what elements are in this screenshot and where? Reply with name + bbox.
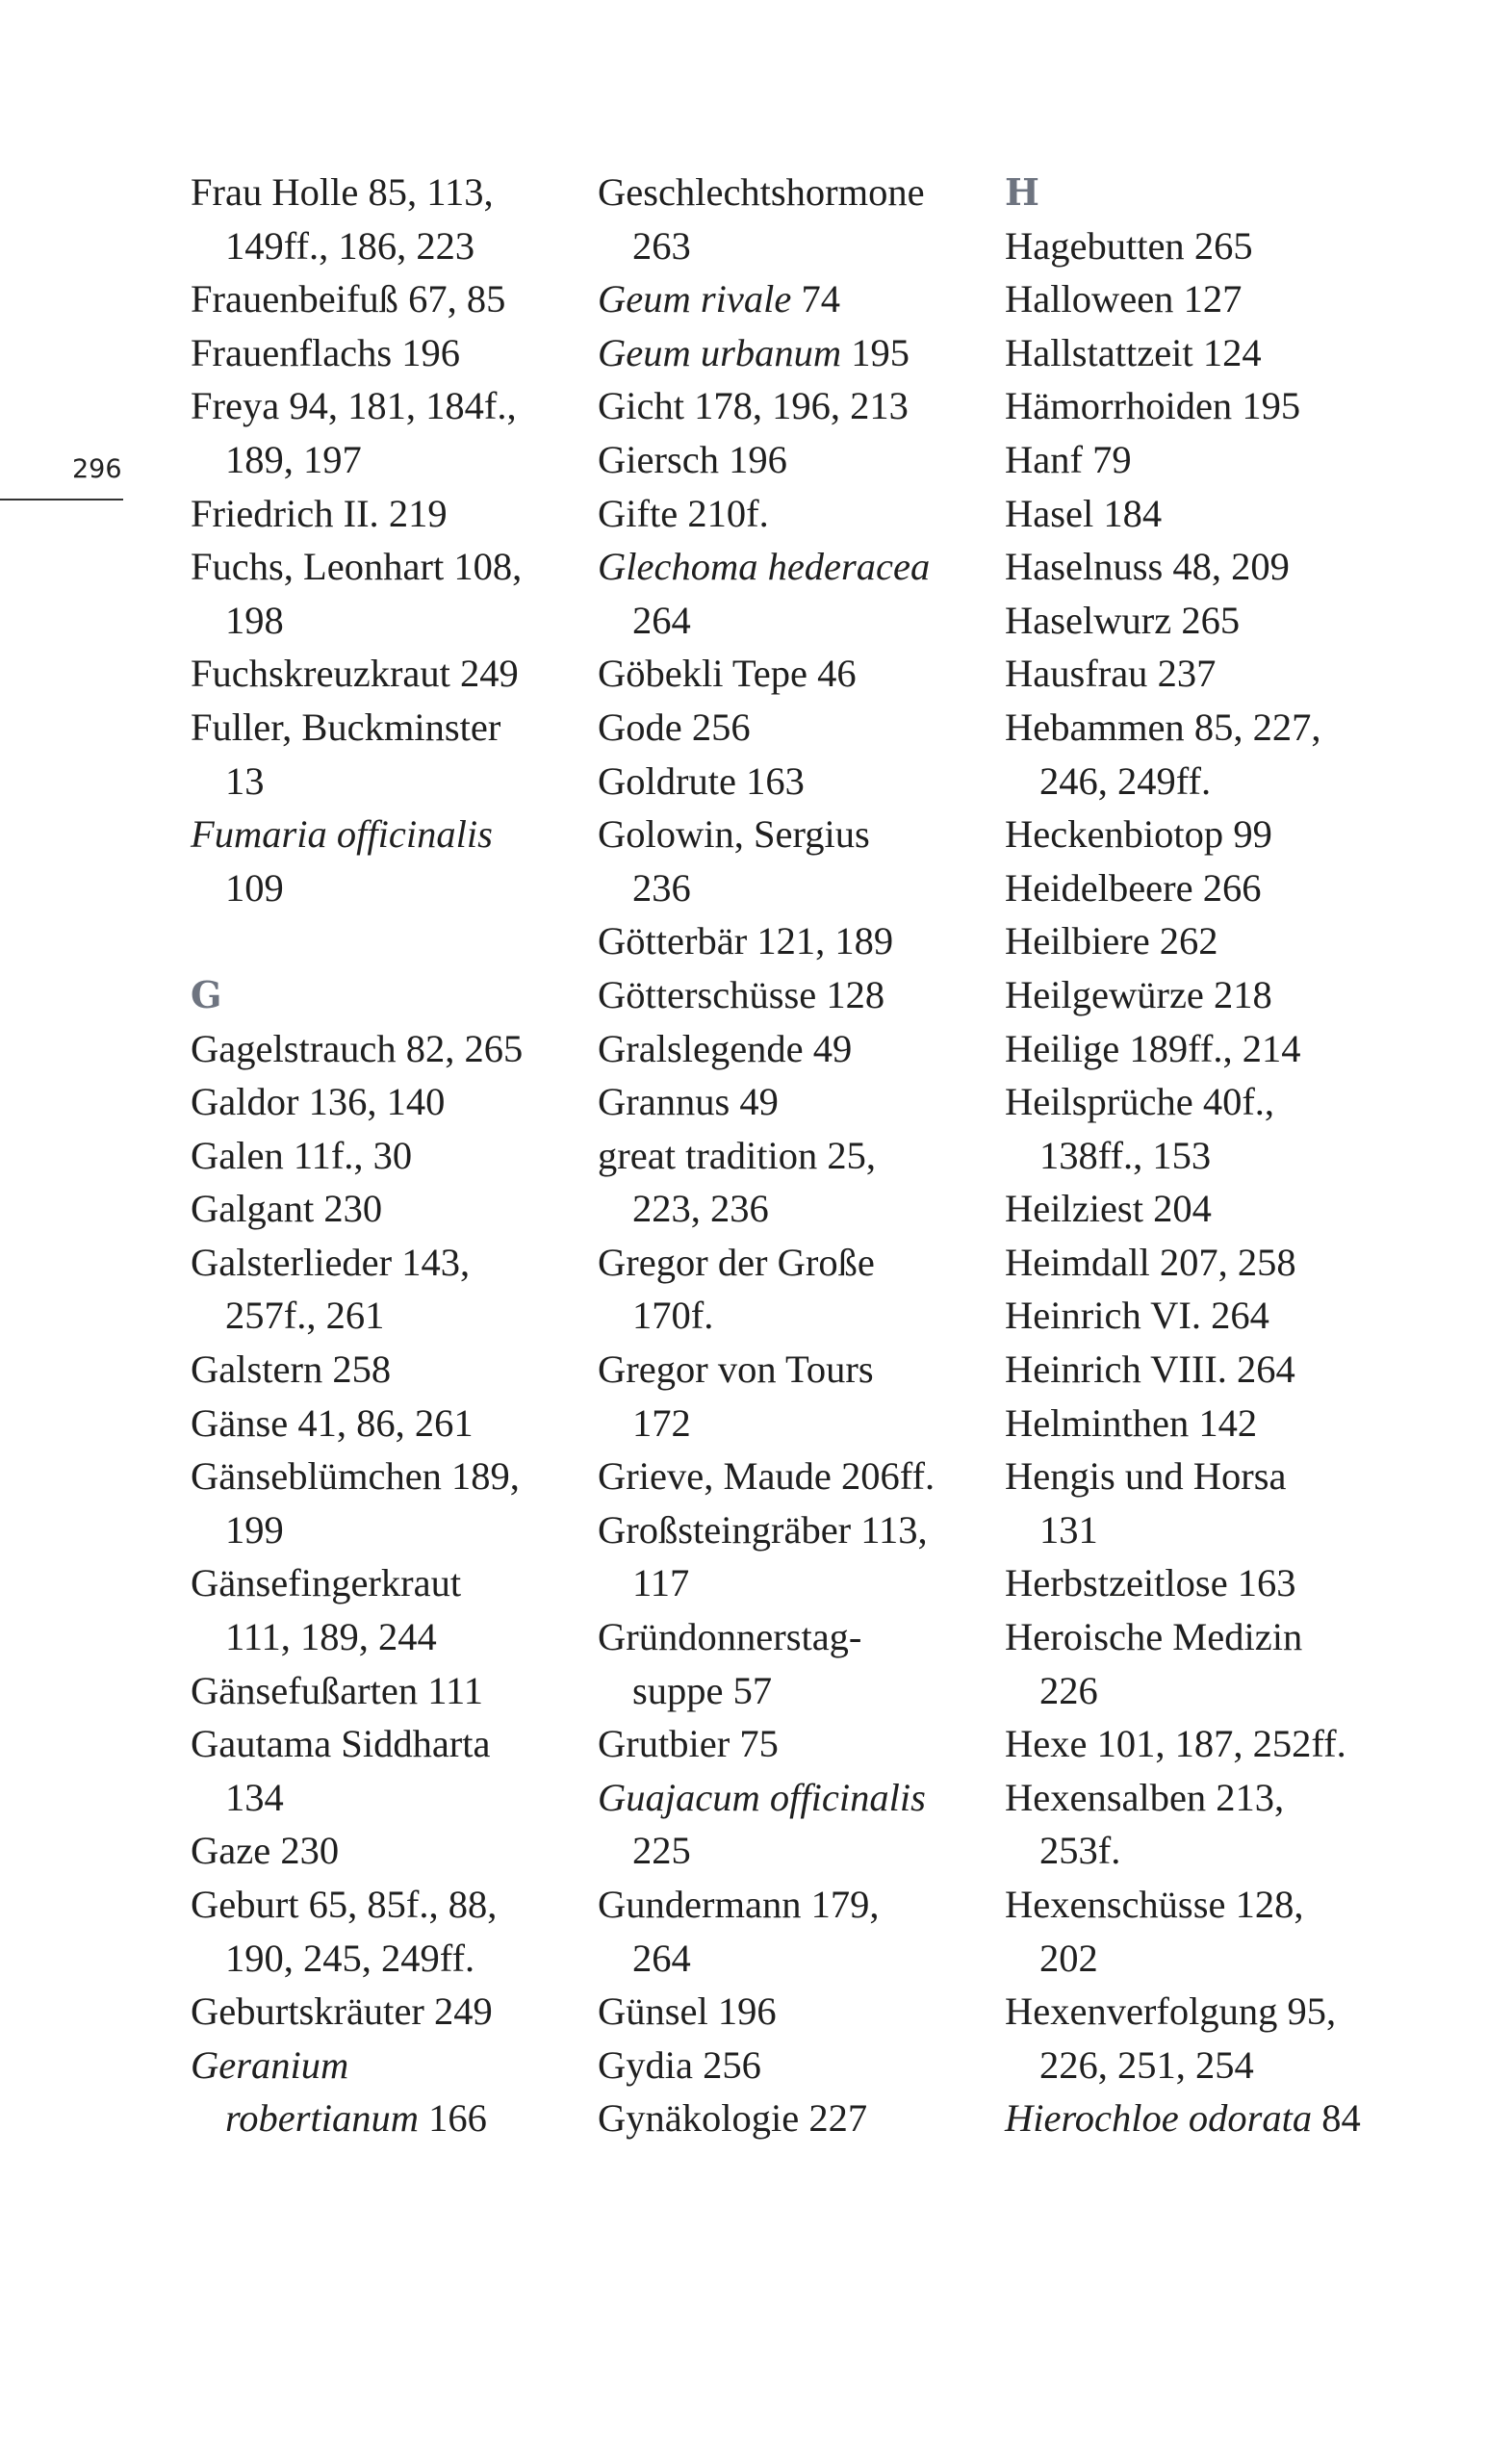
index-entry xyxy=(1005,808,1409,861)
page-refs: 49 xyxy=(730,1080,779,1124)
index-term: Günsel xyxy=(598,1989,708,2034)
page-refs: 264 xyxy=(1226,1348,1295,1392)
page-refs: 163 xyxy=(735,758,805,803)
index-entry xyxy=(598,1717,1002,1771)
page-refs-continuation: 264 xyxy=(632,598,691,642)
page-refs-continuation: 134 xyxy=(225,1775,284,1819)
page-refs: 213, xyxy=(1206,1775,1285,1819)
index-term: Heimdall xyxy=(1005,1240,1150,1284)
page-refs: 178, 196, 213 xyxy=(683,384,909,428)
page-refs: 85, 227, xyxy=(1184,705,1321,749)
index-term: Fuller, Buckminster xyxy=(191,705,501,749)
page-refs: 48, 209 xyxy=(1163,545,1290,589)
index-term: Gänsefingerkraut xyxy=(191,1561,462,1605)
index-entry xyxy=(191,808,595,914)
page-refs: 219 xyxy=(378,491,448,535)
index-entry xyxy=(598,755,1002,808)
page-refs: 218 xyxy=(1203,972,1272,1016)
page-refs-continuation: 226, 251, 254 xyxy=(1039,2042,1254,2087)
index-term: Heidelbeere xyxy=(1005,865,1193,910)
page-refs-continuation: 111, 189, 244 xyxy=(225,1615,437,1659)
index-entry xyxy=(191,272,595,326)
page-refs: 142 xyxy=(1189,1400,1258,1445)
page-refs-continuation: 138ff., 153 xyxy=(1039,1133,1212,1177)
page-refs: 210f. xyxy=(678,491,769,535)
index-entry xyxy=(1005,1717,1409,1771)
index-entry xyxy=(1005,1610,1409,1717)
index-entry xyxy=(598,968,1002,1022)
page-refs-continuation: 13 xyxy=(225,758,265,803)
index-entry xyxy=(191,2039,595,2145)
index-entry xyxy=(598,433,1002,487)
index-term: Heilbiere xyxy=(1005,919,1150,963)
page-refs: 262 xyxy=(1149,919,1218,963)
page-refs-continuation: 198 xyxy=(225,598,284,642)
index-entry xyxy=(1005,1022,1409,1076)
index-entry xyxy=(1005,647,1409,701)
index-term: Fumaria officinalis xyxy=(191,812,493,857)
index-entry xyxy=(191,487,595,541)
index-term: Hallstattzeit xyxy=(1005,330,1193,374)
index-entry xyxy=(1005,1236,1409,1290)
index-entry xyxy=(191,1664,595,1718)
page-refs: 204 xyxy=(1142,1187,1212,1231)
index-entry xyxy=(598,2092,1002,2145)
index-term: Heilige xyxy=(1005,1026,1120,1070)
page-refs: 195 xyxy=(841,330,910,374)
index-term: Gifte xyxy=(598,491,679,535)
index-entry xyxy=(1005,968,1409,1022)
section-letter: G xyxy=(191,972,223,1016)
page-refs: 266 xyxy=(1192,865,1262,910)
index-entry xyxy=(191,379,595,486)
page-refs: 256 xyxy=(681,705,751,749)
index-entry xyxy=(598,379,1002,433)
index-entry xyxy=(1005,219,1409,273)
page-refs: 128, xyxy=(1225,1883,1304,1926)
page-refs: 265 xyxy=(1171,598,1241,642)
index-entry xyxy=(598,1343,1002,1450)
index-term: Hasel xyxy=(1005,491,1094,535)
page-refs: 230 xyxy=(314,1187,383,1231)
page-refs: 163 xyxy=(1227,1561,1296,1605)
index-term: Haselnuss xyxy=(1005,545,1164,589)
index-term: Geum urbanum xyxy=(598,330,842,374)
index-term: Gregor von Tours xyxy=(598,1348,874,1392)
index-entry xyxy=(191,1717,595,1824)
index-entry xyxy=(1005,379,1409,433)
index-term: Gänseblümchen xyxy=(191,1454,442,1499)
index-term: Geum rivale xyxy=(598,277,792,321)
index-entry xyxy=(1005,487,1409,541)
index-term: Gralslegende xyxy=(598,1026,804,1070)
page-refs-continuation: 189, 197 xyxy=(225,437,362,481)
index-term: Hexe xyxy=(1005,1722,1088,1766)
page-refs-continuation: 257f., 261 xyxy=(225,1294,385,1338)
index-term: Hagebutten xyxy=(1005,223,1185,268)
page-refs: 179, xyxy=(801,1883,880,1926)
index-term: Fuchskreuzkraut xyxy=(191,652,450,696)
page-refs: 206ff. xyxy=(831,1454,935,1499)
page-refs: 82, 265 xyxy=(396,1026,524,1070)
page-refs-continuation: 117 xyxy=(632,1561,690,1605)
index-entry xyxy=(598,326,1002,380)
index-term: Galgant xyxy=(191,1187,315,1231)
index-term: Geburtskräuter xyxy=(191,1989,424,2034)
page-refs-continuation: 109 xyxy=(225,865,284,910)
page-refs: 256 xyxy=(692,2042,761,2087)
index-term: Galsterlieder xyxy=(191,1240,393,1284)
page-refs-continuation: 131 xyxy=(1039,1507,1098,1552)
page-refs: 196 xyxy=(707,1989,777,2034)
index-entry xyxy=(191,166,595,272)
index-entry xyxy=(1005,1075,1409,1182)
page-refs: 41, 86, 261 xyxy=(288,1400,474,1445)
index-term: Geranium xyxy=(191,2042,349,2087)
page-refs: 121, 189 xyxy=(747,919,894,963)
index-column-1 xyxy=(191,166,595,2145)
index-entry xyxy=(191,701,595,808)
index-entry xyxy=(191,1182,595,1236)
index-term: Gicht xyxy=(598,384,684,428)
index-entry xyxy=(1005,1343,1409,1397)
index-entry xyxy=(1005,1985,1409,2092)
page-refs: 79 xyxy=(1082,437,1132,481)
page-refs: 249 xyxy=(423,1989,493,2034)
page-refs-continuation: 190, 245, 249ff. xyxy=(225,1936,475,1980)
index-entry xyxy=(191,647,595,701)
index-entry xyxy=(598,1022,1002,1076)
index-entry xyxy=(1005,861,1409,915)
index-term: Heckenbiotop xyxy=(1005,812,1224,857)
page-refs: 85, 113, xyxy=(358,170,494,214)
index-term: Hämorrhoiden xyxy=(1005,384,1233,428)
index-entry xyxy=(1005,2092,1409,2145)
index-entry xyxy=(191,1878,595,1985)
index-term: Giersch xyxy=(598,437,719,481)
page-refs: 249 xyxy=(449,652,519,696)
index-term: Göbekli Tepe xyxy=(598,652,807,696)
index-term: Frauenbeifuß xyxy=(191,277,398,321)
index-term: Hengis und Horsa xyxy=(1005,1454,1287,1499)
index-term: great tradition xyxy=(598,1133,818,1177)
index-term: Hanf xyxy=(1005,437,1083,481)
index-term: Großsteingräber xyxy=(598,1507,852,1552)
index-term: Herbstzeitlose xyxy=(1005,1561,1228,1605)
index-entry xyxy=(598,2039,1002,2092)
index-term: Gaze xyxy=(191,1829,271,1873)
page-refs: 65, 85f., 88, xyxy=(298,1883,498,1926)
index-term: Gynäkologie xyxy=(598,2096,800,2141)
index-term: Hexensalben xyxy=(1005,1775,1207,1819)
index-entry xyxy=(191,326,595,380)
page-refs-continuation: 199 xyxy=(225,1507,284,1552)
page-refs: 101, 187, 252ff. xyxy=(1087,1722,1346,1766)
index-entry xyxy=(598,808,1002,914)
page-refs: 265 xyxy=(1184,223,1253,268)
index-term: Grieve, Maude xyxy=(598,1454,832,1499)
index-term: Grutbier xyxy=(598,1722,730,1766)
index-entry xyxy=(598,914,1002,968)
index-term: Galstern xyxy=(191,1348,323,1392)
index-entry xyxy=(598,1129,1002,1236)
page-refs-continuation: 236 xyxy=(632,865,691,910)
index-entry xyxy=(598,272,1002,326)
index-term: Goldrute xyxy=(598,758,736,803)
index-entry xyxy=(598,1610,1002,1717)
index-term: Heinrich VIII. xyxy=(1005,1348,1227,1392)
index-entry xyxy=(598,166,1002,272)
index-entry xyxy=(1005,594,1409,648)
index-entry xyxy=(1005,1397,1409,1450)
section-gap xyxy=(191,914,595,968)
page-refs: 136, 140 xyxy=(298,1080,446,1124)
page-refs-continuation: 226 xyxy=(1039,1668,1098,1712)
index-term: Heilgewürze xyxy=(1005,972,1204,1016)
index-term: Hausfrau xyxy=(1005,652,1148,696)
page-refs: 84 xyxy=(1312,2096,1361,2141)
index-term: Golowin, Sergius xyxy=(598,812,870,857)
index-term: Hexenschüsse xyxy=(1005,1883,1226,1926)
index-entry xyxy=(1005,433,1409,487)
index-entry xyxy=(1005,1878,1409,1985)
page-refs: 67, 85 xyxy=(397,277,506,321)
index-term: Heilsprüche xyxy=(1005,1080,1193,1124)
index-entry xyxy=(598,701,1002,755)
index-entry xyxy=(598,540,1002,647)
index-entry xyxy=(191,1022,595,1076)
index-entry xyxy=(1005,1450,1409,1556)
index-entry xyxy=(598,1075,1002,1129)
index-entry xyxy=(191,1236,595,1343)
page-refs: 11f., 30 xyxy=(283,1133,413,1177)
index-term: Gagelstrauch xyxy=(191,1026,397,1070)
page-refs: 40f., xyxy=(1192,1080,1275,1124)
index-entry xyxy=(191,540,595,647)
index-entry xyxy=(191,1075,595,1129)
index-term: Guajacum officinalis xyxy=(598,1775,926,1819)
page-number: 296 xyxy=(72,454,122,484)
index-entry xyxy=(598,647,1002,701)
index-entry xyxy=(1005,701,1409,808)
index-entry xyxy=(598,1503,1002,1610)
page-refs: 95, xyxy=(1277,1989,1337,2034)
index-entry xyxy=(598,1236,1002,1343)
page-refs: 230 xyxy=(270,1829,340,1873)
index-entry xyxy=(191,1129,595,1183)
index-entry xyxy=(598,487,1002,541)
page-refs: 195 xyxy=(1232,384,1301,428)
page-refs: 196 xyxy=(392,330,461,374)
page-refs-continuation: 246, 249ff. xyxy=(1039,758,1212,803)
index-term: Geschlechtshormone xyxy=(598,170,925,214)
page-refs: 75 xyxy=(730,1722,779,1766)
index-term: Freya xyxy=(191,384,280,428)
index-entry xyxy=(1005,326,1409,380)
index-term: Gänse xyxy=(191,1400,289,1445)
index-column-3 xyxy=(1005,166,1409,2145)
index-entry xyxy=(191,1343,595,1397)
page-refs: 189, xyxy=(441,1454,520,1499)
index-term: Hexenverfolgung xyxy=(1005,1989,1278,2034)
page-refs: 196 xyxy=(718,437,787,481)
page-refs-continuation: 149ff., 186, 223 xyxy=(225,223,475,268)
page-refs: 94, 181, 184f., xyxy=(279,384,517,428)
page-refs: 184 xyxy=(1093,491,1163,535)
page-refs-continuation: 170f. xyxy=(632,1294,714,1338)
index-term: Fuchs, Leonhart xyxy=(191,545,445,589)
index-entry xyxy=(598,1878,1002,1985)
index-term: Galdor xyxy=(191,1080,299,1124)
index-entry xyxy=(598,1771,1002,1878)
margin-rule xyxy=(0,499,123,500)
index-entry xyxy=(191,1556,595,1663)
page-refs: 25, xyxy=(817,1133,877,1177)
page-refs-continuation: 223, 236 xyxy=(632,1187,769,1231)
page-refs: 207, 258 xyxy=(1149,1240,1296,1284)
index-entry xyxy=(1005,272,1409,326)
index-term: Götterschüsse xyxy=(598,972,817,1016)
page-refs-continuation: 264 xyxy=(632,1936,691,1980)
page-refs-continuation: 253f. xyxy=(1039,1829,1121,1873)
index-term: Götterbär xyxy=(598,919,748,963)
index-term: Hierochloe odorata xyxy=(1005,2096,1313,2141)
index-term: Gründonnerstag- xyxy=(598,1615,862,1659)
index-term: Geburt xyxy=(191,1883,299,1926)
section-letter: H xyxy=(1005,170,1040,214)
page-refs-continuation: 166 xyxy=(419,2096,487,2141)
index-entry xyxy=(1005,1771,1409,1878)
index-term: Gautama Siddharta xyxy=(191,1722,491,1766)
index-entry xyxy=(191,1450,595,1556)
page-refs: 113, xyxy=(851,1507,928,1552)
page-refs: 99 xyxy=(1223,812,1272,857)
index-term: Heilziest xyxy=(1005,1187,1143,1231)
index-term: Frauenflachs xyxy=(191,330,393,374)
index-term: Gundermann xyxy=(598,1883,802,1926)
page-refs: 111 xyxy=(418,1668,484,1712)
index-entry xyxy=(1005,1289,1409,1343)
index-column-2 xyxy=(598,166,1002,2145)
page-refs-continuation: 172 xyxy=(632,1400,691,1445)
page-refs: 143, xyxy=(392,1240,471,1284)
page-refs: 189ff., 214 xyxy=(1119,1026,1301,1070)
page-refs: 264 xyxy=(1200,1294,1269,1338)
index-term-continuation: robertianum xyxy=(225,2096,419,2141)
page-refs-continuation: 225 xyxy=(632,1829,691,1873)
index-entry xyxy=(191,1397,595,1450)
page-refs: 124 xyxy=(1192,330,1262,374)
index-term: Grannus xyxy=(598,1080,730,1124)
index-entry xyxy=(1005,1556,1409,1610)
index-term: Heroische Medizin xyxy=(1005,1615,1303,1659)
index-entry xyxy=(191,1824,595,1878)
index-entry xyxy=(191,1985,595,2039)
index-term: Gode xyxy=(598,705,682,749)
page-refs: 108, xyxy=(444,545,523,589)
index-term: Hebammen xyxy=(1005,705,1185,749)
page-refs-continuation: 202 xyxy=(1039,1936,1098,1980)
page-refs: 74 xyxy=(791,277,840,321)
index-term: Gydia xyxy=(598,2042,693,2087)
index-term: Halloween xyxy=(1005,277,1174,321)
index-term: Haselwurz xyxy=(1005,598,1172,642)
index-term: Frau Holle xyxy=(191,170,359,214)
index-term: Galen xyxy=(191,1133,284,1177)
page-refs: 227 xyxy=(799,2096,868,2141)
index-entry xyxy=(598,1450,1002,1503)
index-entry xyxy=(1005,914,1409,968)
index-entry xyxy=(1005,540,1409,594)
index-term: Gregor der Große xyxy=(598,1240,875,1284)
page-refs: 46 xyxy=(807,652,857,696)
index-entry xyxy=(1005,1182,1409,1236)
index-term: Gänsefußarten xyxy=(191,1668,419,1712)
page-refs: 49 xyxy=(803,1026,853,1070)
index-term: Glechoma hederacea xyxy=(598,545,931,589)
page-refs: 258 xyxy=(322,1348,392,1392)
page-refs: 127 xyxy=(1173,277,1243,321)
page-refs-continuation: suppe 57 xyxy=(632,1668,773,1712)
index-term: Friedrich II. xyxy=(191,491,379,535)
index-term: Helminthen xyxy=(1005,1400,1190,1445)
index-entry xyxy=(598,1985,1002,2039)
page-refs: 237 xyxy=(1147,652,1217,696)
page-refs-continuation: 263 xyxy=(632,223,691,268)
index-term: Heinrich VI. xyxy=(1005,1294,1201,1338)
page-refs: 128 xyxy=(816,972,885,1016)
